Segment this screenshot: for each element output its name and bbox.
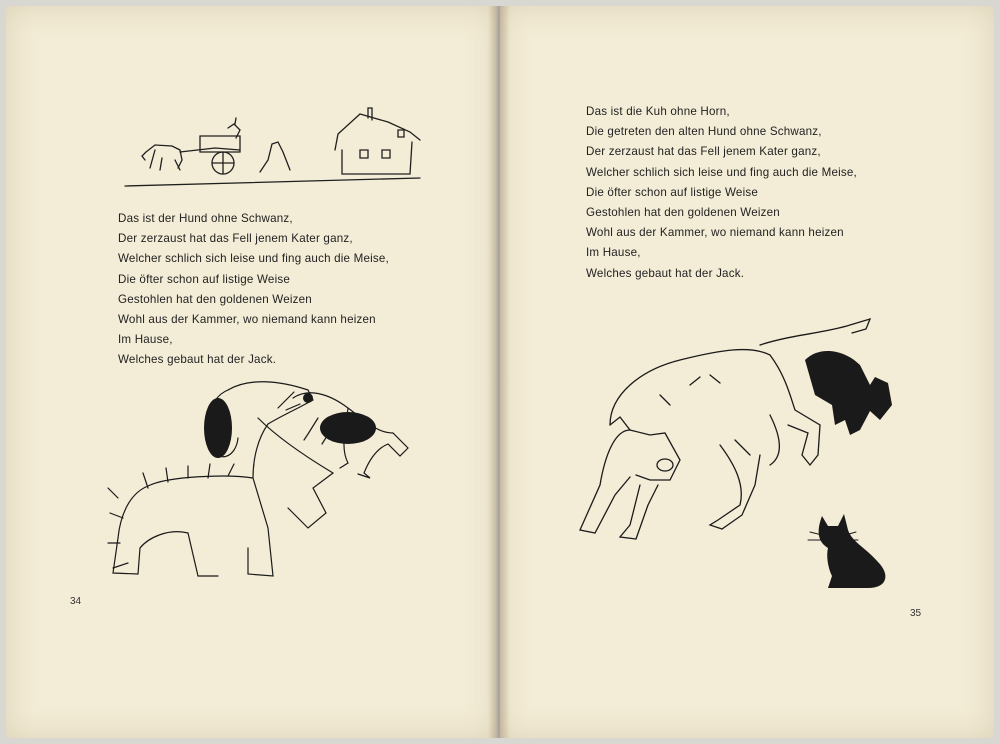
verse-line: Welcher schlich sich leise und fing auch die Meise, bbox=[118, 252, 389, 266]
verse-line: Welches gebaut hat der Jack. bbox=[118, 353, 277, 367]
verse-line: Gestohlen hat den goldenen Weizen bbox=[586, 205, 780, 219]
page-number-right: 35 bbox=[910, 608, 922, 619]
left-page-verse bbox=[118, 209, 389, 371]
sitting-cat-illustration bbox=[808, 512, 892, 590]
dog-with-cat-illustration bbox=[108, 378, 413, 578]
verse-line: Wohl aus der Kammer, wo niemand kann heizen bbox=[586, 226, 844, 240]
verse-line: Welches gebaut hat der Jack. bbox=[586, 266, 745, 280]
verse-line: Im Hause, bbox=[118, 333, 173, 347]
verse-line: Das ist der Hund ohne Schwanz, bbox=[118, 212, 293, 225]
book-gutter bbox=[488, 6, 510, 738]
verse-line: Welcher schlich sich leise und fing auch die Meise, bbox=[586, 165, 857, 179]
cow-kicking-cats-illustration bbox=[570, 315, 900, 545]
right-page-verse bbox=[586, 102, 857, 284]
verse-line: Die öfter schon auf listige Weise bbox=[586, 185, 758, 199]
horse-cart-house-illustration bbox=[120, 108, 425, 190]
verse-line: Gestohlen hat den goldenen Weizen bbox=[118, 292, 312, 306]
verse-line: Wohl aus der Kammer, wo niemand kann heizen bbox=[118, 312, 376, 326]
verse-line: Der zerzaust hat das Fell jenem Kater ganz, bbox=[586, 145, 821, 159]
verse-line: Der zerzaust hat das Fell jenem Kater ganz, bbox=[118, 232, 353, 246]
page-number-left: 34 bbox=[70, 596, 82, 607]
verse-line: Die öfter schon auf listige Weise bbox=[118, 272, 290, 286]
verse-line: Im Hause, bbox=[586, 246, 641, 260]
verse-line: Die getreten den alten Hund ohne Schwanz, bbox=[586, 125, 822, 139]
verse-line: Das ist die Kuh ohne Horn, bbox=[586, 105, 730, 118]
